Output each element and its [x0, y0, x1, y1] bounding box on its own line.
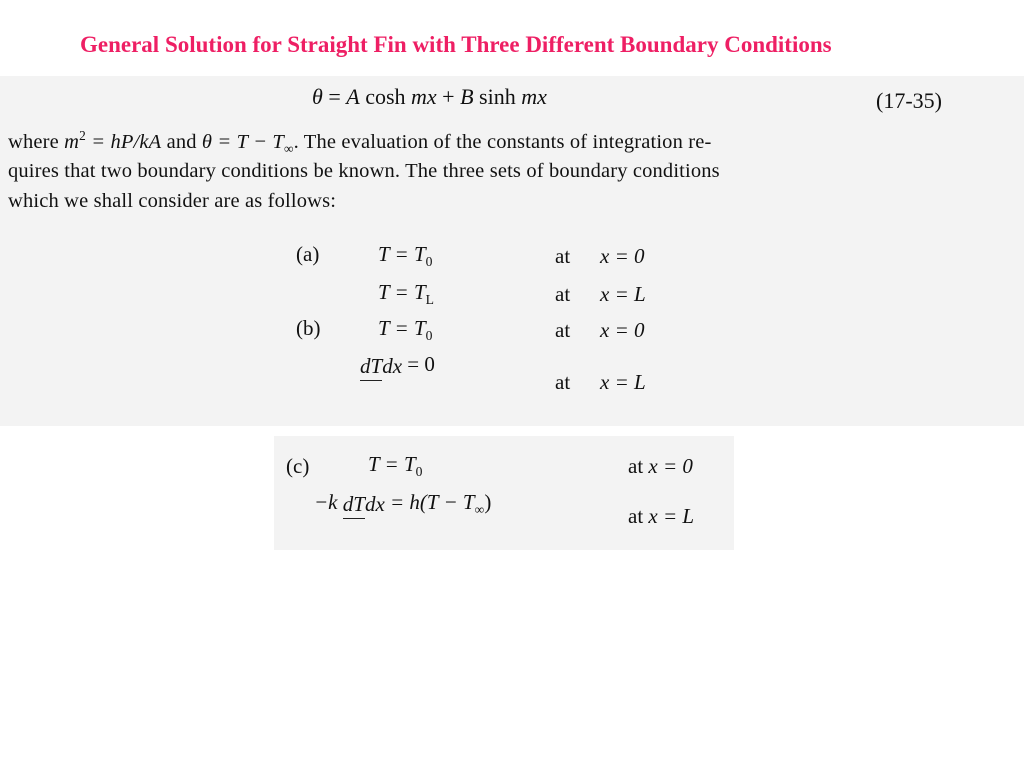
condition-c-row1-equation	[368, 452, 422, 480]
theta-definition: θ = T − T	[201, 130, 284, 153]
x-value: x = L	[648, 504, 695, 528]
title-backdrop	[0, 30, 60, 76]
constant-b: B	[460, 84, 474, 109]
closing-paren: )	[484, 490, 492, 514]
x-value: x = 0	[600, 318, 645, 342]
at-word: at	[628, 454, 644, 478]
and-word: and	[166, 130, 197, 153]
condition-c-label	[286, 454, 309, 479]
neg-k: −k	[314, 490, 338, 514]
derivative-fraction	[342, 491, 385, 516]
condition-b-derivative-equation	[360, 352, 435, 377]
theta-symbol: θ	[312, 84, 323, 109]
condition-a-label: (a)	[296, 242, 320, 266]
x-value: x = 0	[648, 454, 693, 478]
condition-b-row1-equation	[378, 316, 432, 344]
denominator: dx	[382, 353, 403, 378]
lhs: T = T	[378, 280, 426, 304]
x-value: x = 0	[600, 244, 645, 268]
condition-b-row2-x	[600, 370, 646, 395]
paragraph-line-2: quires that two boundary conditions be known. The three sets of boundary conditions	[8, 160, 720, 182]
lhs: T = T	[378, 242, 426, 266]
condition-c-row2-at-x	[628, 504, 694, 529]
slide-title: General Solution for Straight Fin with Three Different Boundary Conditions	[80, 32, 832, 57]
paragraph-line-1	[8, 128, 711, 157]
constant-a: A	[346, 84, 360, 109]
subscript: 0	[425, 328, 433, 344]
lhs: T = T	[368, 452, 416, 476]
subscript: 0	[425, 254, 433, 270]
condition-b-row1-x	[600, 318, 645, 343]
m-exponent: 2	[79, 128, 86, 143]
condition-a-row2-x	[600, 282, 646, 307]
condition-a-row1-x	[600, 244, 645, 269]
rhs: = 0	[407, 352, 435, 376]
line-1-tail: . The evaluation of the constants of integration re-	[293, 130, 712, 153]
condition-a-row2-at: at	[555, 282, 571, 306]
sinh-argument: mx	[521, 84, 547, 109]
condition-a-row1-equation	[378, 242, 432, 270]
condition-b-row1-at: at	[555, 318, 571, 342]
x-value: x = L	[600, 370, 646, 394]
derivative-fraction	[360, 353, 403, 378]
main-equation	[312, 84, 547, 110]
rhs-main: = h(T − T	[390, 490, 475, 514]
cosh-function: cosh	[365, 84, 406, 109]
condition-b-label	[296, 316, 321, 341]
subscript: L	[425, 292, 434, 308]
condition-a-row1-at: at	[555, 244, 571, 268]
condition-c-row1-at-x	[628, 454, 693, 479]
label-text: (c)	[286, 454, 310, 478]
denominator: dx	[364, 491, 385, 516]
sinh-function: sinh	[479, 84, 516, 109]
plus-sign: +	[442, 84, 455, 109]
condition-c-flux-equation	[314, 490, 491, 518]
cosh-argument: mx	[411, 84, 437, 109]
t-infinity-subscript: ∞	[474, 502, 485, 518]
label-text: (b)	[296, 316, 321, 340]
paragraph-line-3: which we shall consider are as follows:	[8, 190, 337, 212]
m-definition: = hP/kA	[91, 130, 162, 153]
numerator: dT	[343, 492, 365, 519]
at-word: at	[628, 504, 644, 528]
t-infinity-subscript: ∞	[283, 140, 294, 156]
equation-number: (17-35)	[876, 88, 942, 113]
condition-b-row2-at: at	[555, 370, 571, 394]
subscript: 0	[415, 464, 423, 480]
equals-sign: =	[328, 84, 341, 109]
lhs: T = T	[378, 316, 426, 340]
condition-a-row2-equation	[378, 280, 434, 308]
x-value: x = L	[600, 282, 646, 306]
m-symbol: m	[64, 130, 80, 153]
where-word: where	[8, 130, 59, 153]
numerator: dT	[360, 354, 382, 381]
